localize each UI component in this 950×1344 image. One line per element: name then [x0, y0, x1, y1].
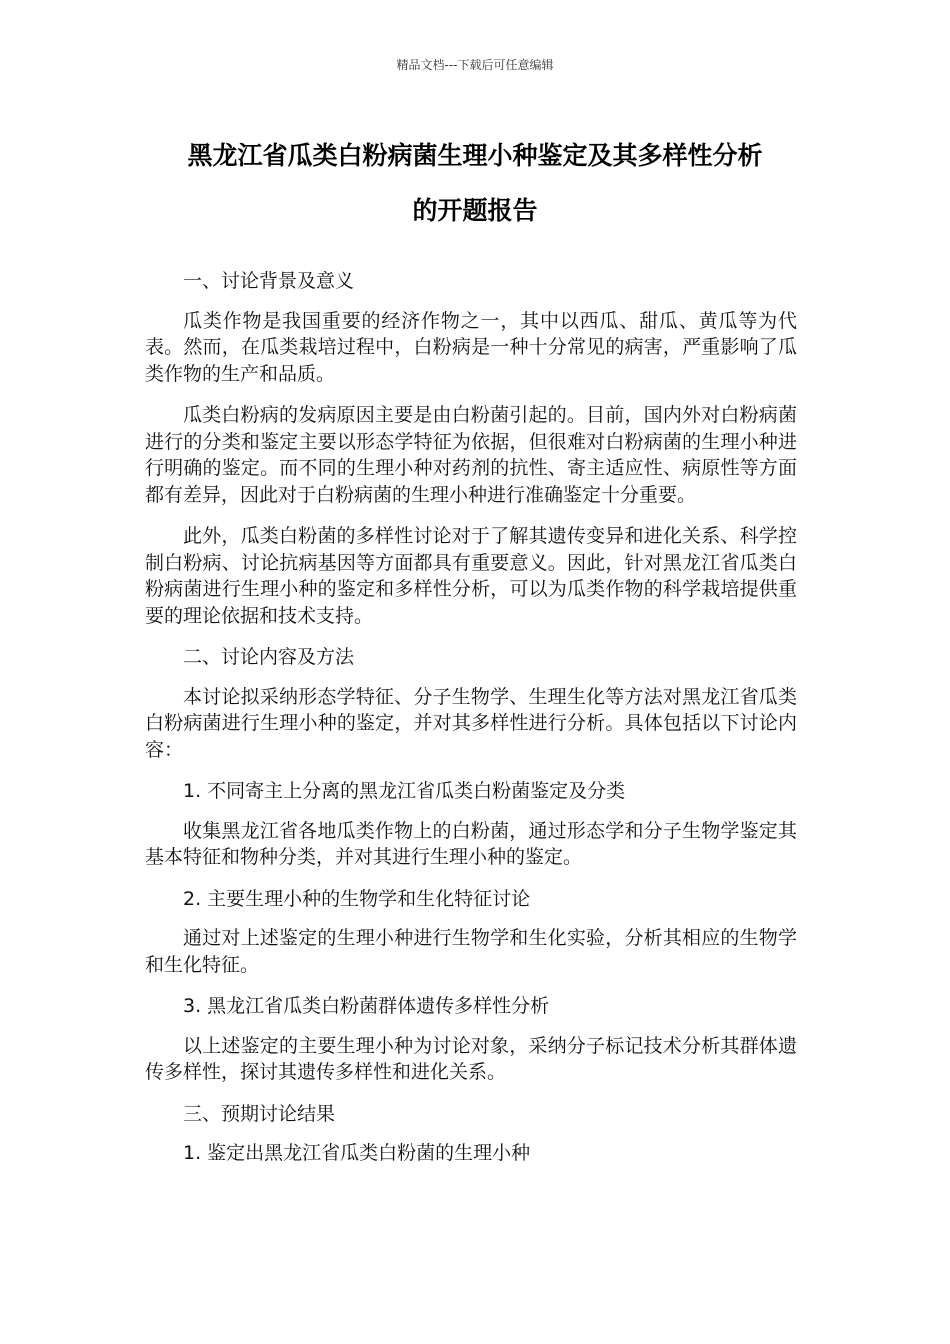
subheading-result-1: 1. 鉴定出黑龙江省瓜类白粉菌的生理小种	[183, 1142, 531, 1164]
paragraph: 瓜类白粉病的发病原因主要是由白粉菌引起的。目前，国内外对白粉病菌进行的分类和鉴定主要以形态学特征为依据，但很难对白粉病菌的生理小种进行明确的鉴定。而不同的生理小种对药剂的抗性、寄主适应性、病原性等方面都有差异，因此对于白粉病菌的生理小种进行准确鉴定十分重要。	[145, 404, 797, 506]
paragraph: 通过对上述鉴定的生理小种进行生物学和生化实验，分析其相应的生物学和生化特征。	[145, 927, 797, 976]
section-heading-background: 一、讨论背景及意义	[183, 270, 355, 292]
paragraph: 瓜类作物是我国重要的经济作物之一，其中以西瓜、甜瓜、黄瓜等为代表。然而，在瓜类栽培过程中，白粉病是一种十分常见的病害，严重影响了瓜类作物的生产和品质。	[145, 309, 797, 385]
document-title-line-2: 的开题报告	[412, 196, 538, 225]
page-header: 精品文档---下载后可任意编辑	[396, 58, 554, 72]
document-body	[145, 268, 797, 1180]
subheading-item-2: 2. 主要生理小种的生物学和生化特征讨论	[183, 887, 531, 910]
paragraph: 以上述鉴定的主要生理小种为讨论对象，采纳分子标记技术分析其群体遗传多样性，探讨其遗传多样性和进化关系。	[145, 1034, 797, 1083]
paragraph: 收集黑龙江省各地瓜类作物上的白粉菌，通过形态学和分子生物学鉴定其基本特征和物种分类，并对其进行生理小种的鉴定。	[145, 819, 797, 868]
paragraph: 此外，瓜类白粉菌的多样性讨论对于了解其遗传变异和进化关系、科学控制白粉病、讨论抗病基因等方面都具有重要意义。因此，针对黑龙江省瓜类白粉病菌进行生理小种的鉴定和多样性分析，可以为瓜类作物的科学栽培提供重要的理论依据和技术支持。	[145, 525, 797, 627]
subheading-item-1: 1. 不同寄主上分离的黑龙江省瓜类白粉菌鉴定及分类	[183, 780, 626, 802]
document-title-line-1: 黑龙江省瓜类白粉病菌生理小种鉴定及其多样性分析	[187, 141, 763, 170]
section-heading-expected-results: 三、预期讨论结果	[183, 1102, 336, 1125]
subheading-item-3: 3. 黑龙江省瓜类白粉菌群体遗传多样性分析	[183, 995, 550, 1017]
section-heading-content-methods: 二、讨论内容及方法	[183, 646, 355, 668]
paragraph: 本讨论拟采纳形态学特征、分子生物学、生理生化等方法对黑龙江省瓜类白粉病菌进行生理小种的鉴定，并对其多样性进行分析。具体包括以下讨论内容：	[145, 685, 797, 761]
